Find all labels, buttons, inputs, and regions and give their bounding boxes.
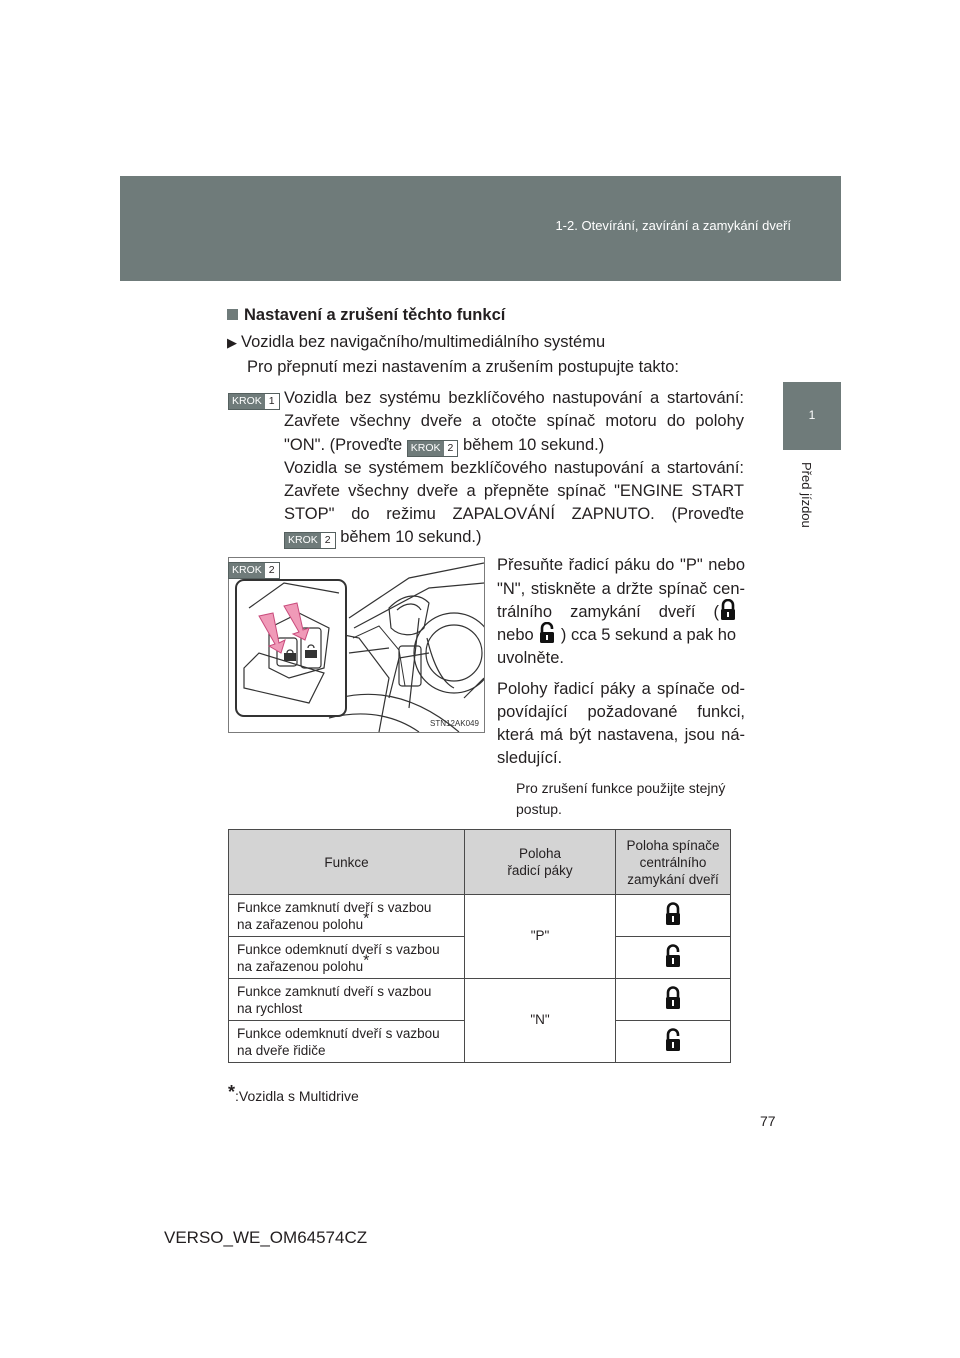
lever-cell: "P"	[465, 895, 616, 979]
step2-line2: "N", stiskněte a držte spínač cen-	[497, 580, 745, 598]
console-illustration	[228, 557, 485, 733]
step1-line3: "ON". (Proveďte KROK 2 během 10 sekund.)	[284, 434, 604, 457]
lock-icon-cell	[616, 1021, 731, 1063]
step2-line3: trálního zamykání dveří (	[497, 601, 745, 624]
step2-line4: nebo ) cca 5 sekund a pak ho	[497, 624, 745, 647]
step1-line6: STOP" do režimu ZAPALOVÁNÍ ZAPNUTO. (Proveďte	[284, 505, 744, 523]
function-cell: Funkce odemknutí dveří s vazbou na dveře řidiče	[229, 1021, 465, 1063]
para2-line4: sledující.	[497, 749, 563, 767]
section-title: 1-2. Otevírání, zavírání a zamykání dveří	[555, 218, 791, 233]
triangle-bullet-icon: ▶	[227, 335, 237, 350]
lock-open-icon	[538, 622, 556, 644]
step1-line1: Vozidla bez systému bezklíčového nastupování a startování:	[284, 389, 744, 407]
step2-inline-badge: KROK 2	[407, 440, 459, 457]
function-cell: Funkce zamknutí dveří s vazbou na rychlost	[229, 979, 465, 1021]
table-header-row	[229, 830, 731, 895]
table-row	[229, 979, 731, 1021]
header-function: Funkce	[229, 830, 465, 895]
function-table	[228, 829, 731, 1063]
function-cell: Funkce zamknutí dveří s vazbou na zařazenou polohu*	[229, 895, 465, 937]
step1-badge: KROK 1	[228, 387, 280, 410]
step1-line7: KROK 2 během 10 sekund.)	[284, 526, 481, 549]
step1-line2: Zavřete všechny dveře a otočte spínač motoru do polohy	[284, 412, 744, 430]
lever-cell: "N"	[465, 979, 616, 1063]
function-cell: Funkce odemknutí dveří s vazbou na zařazenou polohu*	[229, 937, 465, 979]
chapter-number: 1	[808, 408, 816, 422]
para2-line3: která má být nastavena, jsou ná-	[497, 726, 745, 744]
header-lever: Poloha řadicí páky	[465, 830, 616, 895]
step2-inline-badge: KROK 2	[284, 532, 336, 549]
table-footnote: *:Vozidla s Multidrive	[228, 1082, 359, 1104]
lock-icon-cell	[616, 979, 731, 1021]
lock-open-icon	[664, 1028, 682, 1052]
table-row	[229, 895, 731, 937]
chapter-tab	[783, 382, 841, 450]
note-line1: Pro zrušení funkce použijte stejný	[516, 780, 726, 796]
step1-line5: Zavřete všechny dveře a přepněte spínač "ENGINE START	[284, 482, 744, 500]
lock-icon-cell	[616, 937, 731, 979]
lock-closed-icon	[719, 599, 737, 621]
car-console-drawing	[229, 558, 484, 732]
svg-text:STN12AK049: STN12AK049	[430, 719, 479, 728]
lock-icon-cell	[616, 895, 731, 937]
page-number: 77	[760, 1113, 776, 1129]
step2-line1: Přesuňte řadicí páku do "P" nebo	[497, 556, 745, 574]
section-heading	[227, 304, 505, 327]
step1-line4: Vozidla se systémem bezklíčového nastupování a startování:	[284, 459, 744, 477]
lock-closed-icon	[664, 986, 682, 1010]
bullet-text: Vozidla bez navigačního/multimediálního systému	[241, 333, 606, 351]
header-lock-switch: Poloha spínače centrálního zamykání dveří	[616, 830, 731, 895]
note-line2: postup.	[516, 801, 562, 817]
para2-line1: Polohy řadicí páky a spínače od-	[497, 680, 745, 698]
para2-line2: povídající požadované funkci,	[497, 703, 745, 721]
lock-closed-icon	[664, 902, 682, 926]
lock-open-icon	[664, 944, 682, 968]
footer-code: VERSO_WE_OM64574CZ	[164, 1228, 368, 1247]
heading-square-icon	[227, 309, 238, 320]
step2-line5: uvolněte.	[497, 649, 564, 667]
bullet-line	[227, 331, 605, 354]
intro-text: Pro přepnutí mezi nastavením a zrušením postupujte takto:	[247, 358, 679, 376]
chapter-name: Před jízdou	[799, 462, 814, 528]
step2-badge: KROK 2	[228, 556, 280, 579]
header-band	[120, 176, 841, 281]
heading-text: Nastavení a zrušení těchto funkcí	[244, 306, 506, 324]
